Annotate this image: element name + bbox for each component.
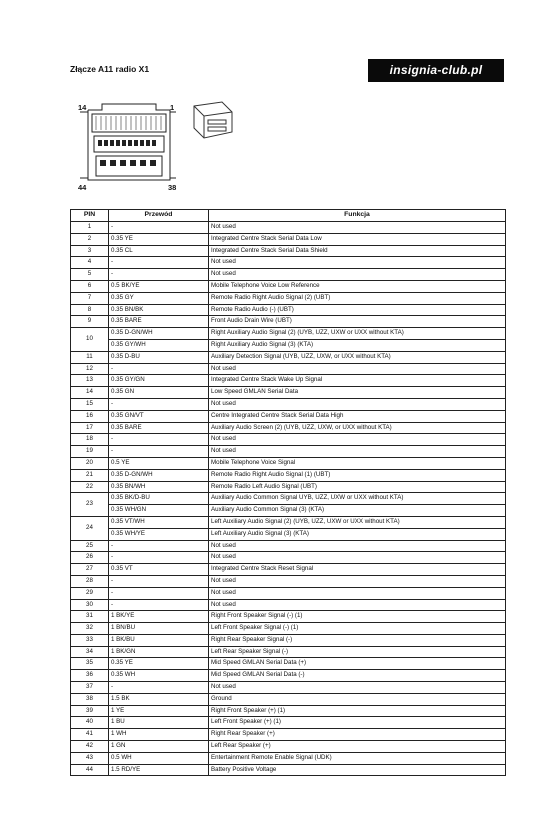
pin-label-1: 1	[170, 103, 175, 112]
pin-function: Remote Radio Right Audio Signal (2) (UBT)	[209, 292, 506, 304]
pin-number: 14	[71, 387, 109, 399]
pin-function: Battery Positive Voltage	[209, 764, 506, 776]
header-wire: Przewód	[109, 210, 209, 222]
wire-spec: 1 BN/BU	[109, 623, 209, 635]
table-row	[71, 422, 506, 434]
table-row	[71, 693, 506, 705]
pin-function: Left Rear Speaker Signal (-)	[209, 646, 506, 658]
pin-function: Right Rear Speaker (+)	[209, 729, 506, 741]
wire-spec: 0.35 D-GN/WH	[109, 469, 209, 481]
pin-label-44: 44	[78, 183, 87, 192]
pin-function: Remote Radio Left Audio Signal (UBT)	[209, 481, 506, 493]
table-row	[71, 316, 506, 328]
table-row	[71, 245, 506, 257]
table-row	[71, 481, 506, 493]
wire-spec: 0.35 VT/WH	[109, 516, 209, 528]
document-title: Złącze A11 radio X1	[70, 64, 150, 74]
pin-number: 29	[71, 587, 109, 599]
pin-number: 17	[71, 422, 109, 434]
pin-function: Not used	[209, 575, 506, 587]
wire-spec: 0.35 WH/GN	[109, 505, 209, 517]
pin-function: Not used	[209, 269, 506, 281]
pin-number: 28	[71, 575, 109, 587]
pin-function: Left Auxiliary Audio Signal (2) (UYB, UZZ, UXW or UXX without KTA)	[209, 516, 506, 528]
wire-spec: -	[109, 257, 209, 269]
table-row	[71, 446, 506, 458]
wire-spec: 1 BK/YE	[109, 611, 209, 623]
wire-spec: 1 WH	[109, 729, 209, 741]
wire-spec: 0.35 YE	[109, 233, 209, 245]
pin-function: Remote Radio Audio (-) (UBT)	[209, 304, 506, 316]
pin-function: Remote Radio Right Audio Signal (1) (UBT)	[209, 469, 506, 481]
pin-number: 38	[71, 693, 109, 705]
pin-number: 11	[71, 351, 109, 363]
wire-spec: -	[109, 269, 209, 281]
wire-spec: 0.35 GN/VT	[109, 410, 209, 422]
pin-function: Low Speed GMLAN Serial Data	[209, 387, 506, 399]
pin-function: Right Front Speaker (+) (1)	[209, 705, 506, 717]
pin-number: 23	[71, 493, 109, 517]
pin-function: Right Auxiliary Audio Signal (3) (KTA)	[209, 339, 506, 351]
pin-number: 27	[71, 564, 109, 576]
pin-function: Not used	[209, 587, 506, 599]
table-row	[71, 280, 506, 292]
wire-spec: 0.35 D-GN/WH	[109, 328, 209, 340]
pin-function: Entertainment Remote Enable Signal (UDK)	[209, 752, 506, 764]
pin-number: 6	[71, 280, 109, 292]
table-row	[71, 752, 506, 764]
table-row	[71, 717, 506, 729]
pin-function: Auxiliary Audio Common Signal (3) (KTA)	[209, 505, 506, 517]
pin-function: Integrated Centre Stack Reset Signal	[209, 564, 506, 576]
table-row	[71, 623, 506, 635]
pin-function: Mobile Telephone Voice Low Reference	[209, 280, 506, 292]
pin-number: 2	[71, 233, 109, 245]
pin-function: Not used	[209, 398, 506, 410]
pin-number: 40	[71, 717, 109, 729]
pin-number: 36	[71, 670, 109, 682]
pin-number: 5	[71, 269, 109, 281]
wire-spec: 0.35 GN	[109, 387, 209, 399]
table-row	[71, 387, 506, 399]
wire-spec: -	[109, 363, 209, 375]
table-row	[71, 587, 506, 599]
pin-function: Not used	[209, 599, 506, 611]
pin-number: 7	[71, 292, 109, 304]
pin-number: 37	[71, 682, 109, 694]
pin-function: Left Front Speaker Signal (-) (1)	[209, 623, 506, 635]
table-row	[71, 434, 506, 446]
pin-function: Right Auxiliary Audio Signal (2) (UYB, UZZ, UXW or UXX without KTA)	[209, 328, 506, 340]
pin-number: 12	[71, 363, 109, 375]
wire-spec: 0.35 GY	[109, 292, 209, 304]
table-row	[71, 410, 506, 422]
pin-number: 10	[71, 328, 109, 352]
pin-function: Integrated Centre Stack Serial Data Shield	[209, 245, 506, 257]
table-row	[71, 540, 506, 552]
table-row	[71, 646, 506, 658]
table-row	[71, 682, 506, 694]
table-row	[71, 304, 506, 316]
table-row	[71, 764, 506, 776]
pin-function: Ground	[209, 693, 506, 705]
wire-spec: 0.35 WH/YE	[109, 528, 209, 540]
pin-number: 35	[71, 658, 109, 670]
wire-spec: -	[109, 540, 209, 552]
wire-spec: 0.35 WH	[109, 670, 209, 682]
table-row	[71, 634, 506, 646]
wire-spec: 0.35 BN/BK	[109, 304, 209, 316]
pin-function: Not used	[209, 222, 506, 234]
table-row	[71, 564, 506, 576]
table-row	[71, 363, 506, 375]
table-row	[71, 469, 506, 481]
table-row	[71, 222, 506, 234]
pin-number: 15	[71, 398, 109, 410]
pin-function: Centre Integrated Centre Stack Serial Data High	[209, 410, 506, 422]
header-pin: PIN	[71, 210, 109, 222]
table-row	[71, 670, 506, 682]
table-row	[71, 351, 506, 363]
table-body	[71, 222, 506, 776]
table-row	[71, 505, 506, 517]
pin-function: Not used	[209, 363, 506, 375]
pin-number: 20	[71, 457, 109, 469]
table-row	[71, 269, 506, 281]
wire-spec: -	[109, 446, 209, 458]
pin-function: Integrated Centre Stack Serial Data Low	[209, 233, 506, 245]
pin-number: 21	[71, 469, 109, 481]
table-row	[71, 257, 506, 269]
wire-spec: 0.35 VT	[109, 564, 209, 576]
pin-number: 24	[71, 516, 109, 540]
pin-function: Not used	[209, 540, 506, 552]
table-row	[71, 599, 506, 611]
pin-number: 26	[71, 552, 109, 564]
table-row	[71, 741, 506, 753]
pin-function: Mid Speed GMLAN Serial Data (-)	[209, 670, 506, 682]
site-logo: insignia-club.pl	[368, 59, 504, 82]
pin-number: 30	[71, 599, 109, 611]
wire-spec: -	[109, 575, 209, 587]
wire-spec: 1 GN	[109, 741, 209, 753]
pin-number: 25	[71, 540, 109, 552]
pin-function: Right Front Speaker Signal (-) (1)	[209, 611, 506, 623]
pin-number: 34	[71, 646, 109, 658]
wire-spec: 0.35 BK/D-BU	[109, 493, 209, 505]
pin-function: Not used	[209, 257, 506, 269]
table-row	[71, 457, 506, 469]
table-header-row	[71, 210, 506, 222]
wire-spec: 0.35 GY/GN	[109, 375, 209, 387]
pin-function: Left Auxiliary Audio Signal (3) (KTA)	[209, 528, 506, 540]
wire-spec: -	[109, 682, 209, 694]
pin-number: 13	[71, 375, 109, 387]
header-function: Funkcja	[209, 210, 506, 222]
wire-spec: 0.35 D-BU	[109, 351, 209, 363]
wire-spec: 0.5 WH	[109, 752, 209, 764]
table-row	[71, 658, 506, 670]
wire-spec: 1 YE	[109, 705, 209, 717]
table-row	[71, 729, 506, 741]
pin-number: 18	[71, 434, 109, 446]
pin-function: Auxiliary Audio Common Signal UYB, UZZ, UXW or UXX without KTA)	[209, 493, 506, 505]
wire-spec: 1 BU	[109, 717, 209, 729]
pin-number: 39	[71, 705, 109, 717]
pin-function: Mid Speed GMLAN Serial Data (+)	[209, 658, 506, 670]
wire-spec: 1 BK/GN	[109, 646, 209, 658]
wire-spec: 0.35 GY/WH	[109, 339, 209, 351]
pin-function: Front Audio Drain Wire (UBT)	[209, 316, 506, 328]
pin-number: 42	[71, 741, 109, 753]
pin-function: Integrated Centre Stack Wake Up Signal	[209, 375, 506, 387]
pin-function: Left Rear Speaker (+)	[209, 741, 506, 753]
pin-number: 16	[71, 410, 109, 422]
table-row	[71, 398, 506, 410]
pin-function: Not used	[209, 682, 506, 694]
pin-function: Not used	[209, 552, 506, 564]
table-row	[71, 339, 506, 351]
wire-spec: 0.35 BARE	[109, 316, 209, 328]
pin-number: 41	[71, 729, 109, 741]
table-row	[71, 233, 506, 245]
pin-number: 44	[71, 764, 109, 776]
pin-number: 32	[71, 623, 109, 635]
pin-label-38: 38	[168, 183, 177, 192]
wire-spec: -	[109, 599, 209, 611]
pin-number: 4	[71, 257, 109, 269]
table-row	[71, 516, 506, 528]
table-row	[71, 528, 506, 540]
table-row	[71, 611, 506, 623]
connector-diagram	[70, 98, 240, 198]
wire-spec: -	[109, 222, 209, 234]
pin-number: 1	[71, 222, 109, 234]
pin-number: 19	[71, 446, 109, 458]
pin-function: Auxiliary Audio Screen (2) (UYB, UZZ, UXW, or UXX without KTA)	[209, 422, 506, 434]
wire-spec: 0.5 BK/YE	[109, 280, 209, 292]
wire-spec: 1 BK/BU	[109, 634, 209, 646]
wire-spec: 0.35 BN/WH	[109, 481, 209, 493]
wire-spec: -	[109, 587, 209, 599]
wire-spec: 0.35 CL	[109, 245, 209, 257]
wire-spec: 0.35 YE	[109, 658, 209, 670]
table-row	[71, 328, 506, 340]
pin-function: Mobile Telephone Voice Signal	[209, 457, 506, 469]
wire-spec: 0.35 BARE	[109, 422, 209, 434]
pin-number: 31	[71, 611, 109, 623]
table-row	[71, 292, 506, 304]
wire-spec: -	[109, 434, 209, 446]
pin-number: 33	[71, 634, 109, 646]
wire-spec: 0.5 YE	[109, 457, 209, 469]
pin-number: 9	[71, 316, 109, 328]
table-row	[71, 552, 506, 564]
table-row	[71, 375, 506, 387]
pin-function: Not used	[209, 446, 506, 458]
wire-spec: -	[109, 398, 209, 410]
pinout-table	[70, 209, 506, 776]
wire-spec: 1.5 BK	[109, 693, 209, 705]
pin-number: 8	[71, 304, 109, 316]
pin-number: 22	[71, 481, 109, 493]
table-row	[71, 705, 506, 717]
connector-face-drawing	[70, 98, 240, 198]
pin-number: 3	[71, 245, 109, 257]
pin-label-14: 14	[78, 103, 87, 112]
wire-spec: -	[109, 552, 209, 564]
wire-spec: 1.5 RD/YE	[109, 764, 209, 776]
table-row	[71, 493, 506, 505]
table-row	[71, 575, 506, 587]
pin-function: Left Front Speaker (+) (1)	[209, 717, 506, 729]
pin-function: Auxiliary Detection Signal (UYB, UZZ, UXW, or UXX without KTA)	[209, 351, 506, 363]
pin-function: Not used	[209, 434, 506, 446]
pin-function: Right Rear Speaker Signal (-)	[209, 634, 506, 646]
pin-number: 43	[71, 752, 109, 764]
